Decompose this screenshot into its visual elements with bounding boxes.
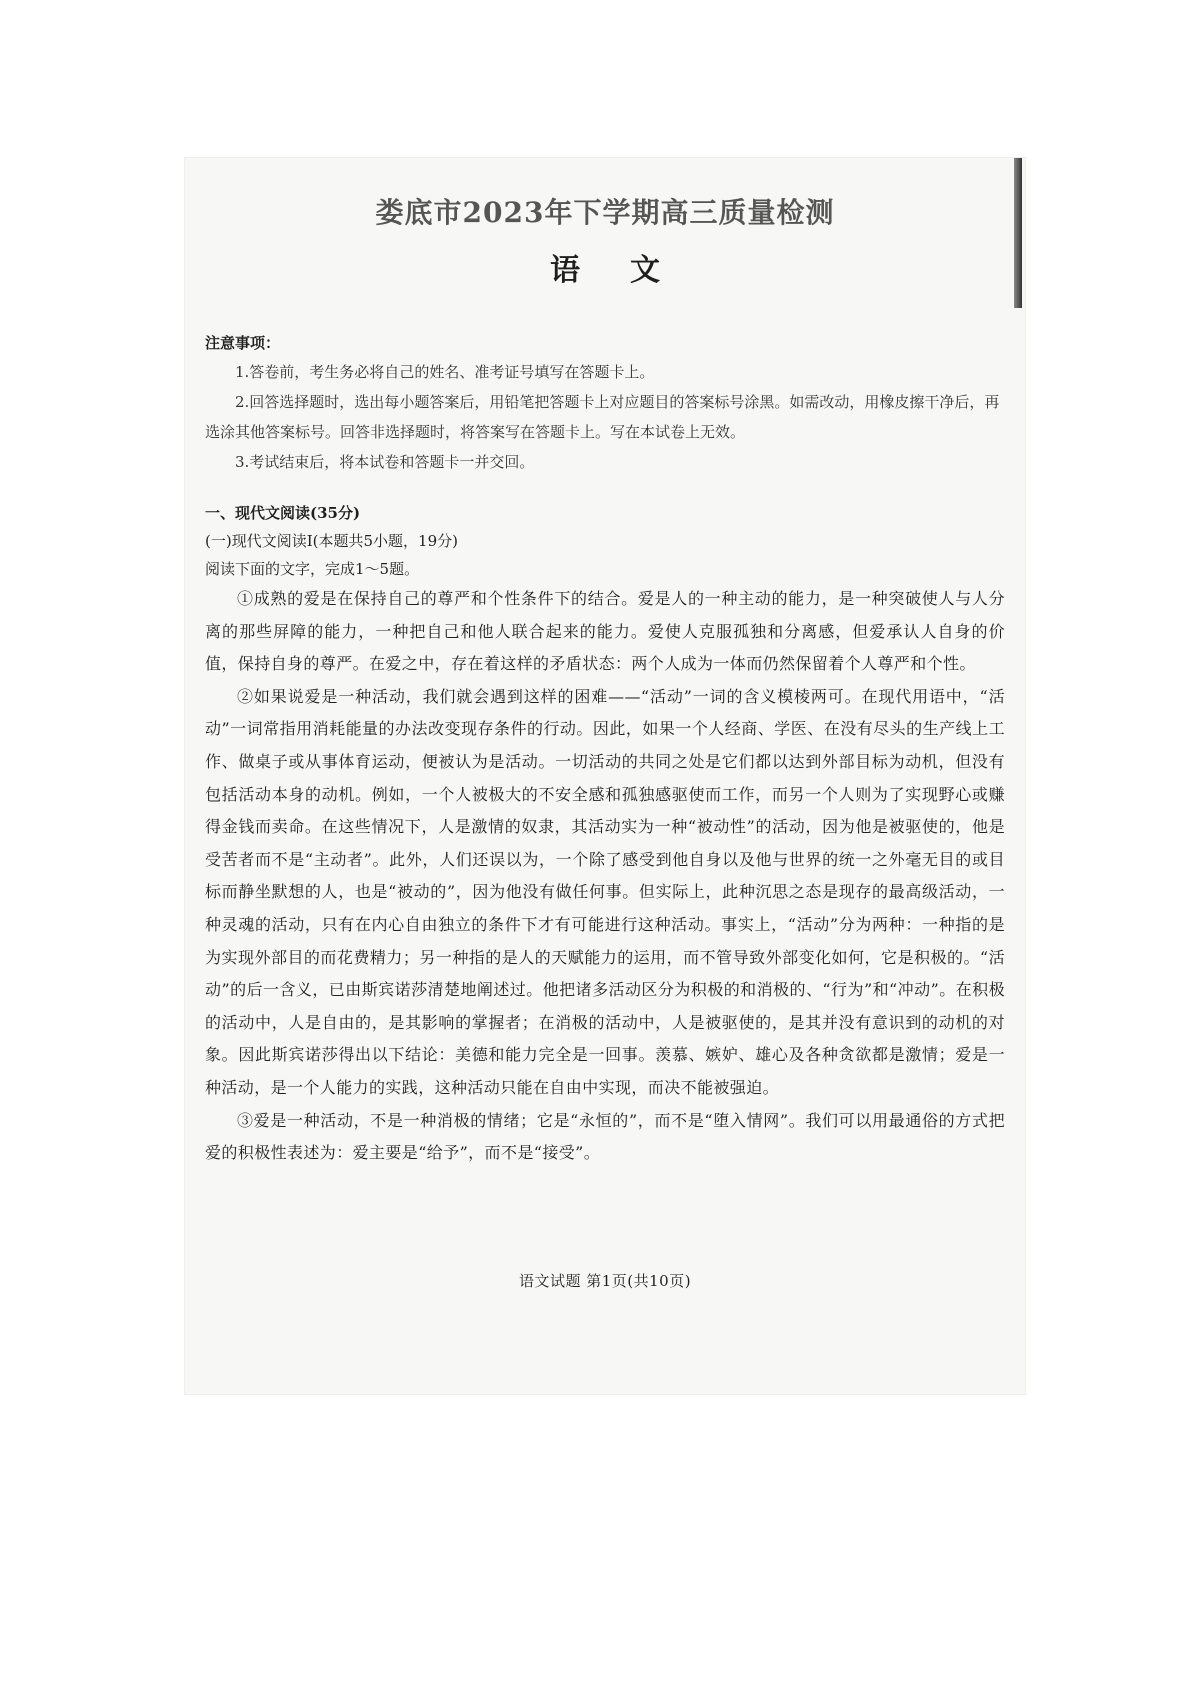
page-footer: 语文试题 第1页(共10页) [518,1272,692,1290]
binding-shadow [1014,158,1022,308]
exam-title: 娄底市2023年下学期高三质量检测 [375,196,835,229]
notice-heading: 注意事项： [205,334,281,352]
section-sub-heading: (一)现代文阅读Ⅰ(本题共5小题，19分) [205,532,458,550]
page-content [205,195,1005,1170]
notice-item: 3.考试结束后，将本试卷和答题卡一并交回。 [235,453,535,471]
section-heading: 一、现代文阅读(35分) [205,504,361,522]
passage-paragraph: ①成熟的爱是在保持自己的尊严和个性条件下的结合。爱是人的一种主动的能力，是一种突破使人与人分离的那些屏障的能力，一种把自己和他人联合起来的能力。爱使人克服孤独和分离感，但爱承认人自身的价值，保持自身的尊严。在爱之中，存在着这样的矛盾状态：两个人成为一体而仍然保留着个人尊严和个性。 [205,589,1005,674]
reading-section [205,499,1005,1170]
passage-paragraph: ③爱是一种活动，不是一种消极的情绪；它是“永恒的”，而不是“堕入情网”。我们可以用最通俗的方式把爱的积极性表述为：爱主要是“给予”，而不是“接受”。 [205,1110,1005,1163]
notice-block [205,329,1005,477]
subject-title: 语文 [550,253,710,288]
reading-instruction: 阅读下面的文字，完成1～5题。 [205,560,420,578]
notice-item: 2.回答选择题时，选出每小题答案后，用铅笔把答题卡上对应题目的答案标号涂黑。如需改动，用橡皮擦干净后，再选涂其他答案标号。回答非选择题时，将答案写在答题卡上。写在本试卷上无效。 [205,393,1000,441]
passage-paragraph: ②如果说爱是一种活动，我们就会遇到这样的困难——“活动”一词的含义模棱两可。在现代用语中，“活动”一词常指用消耗能量的办法改变现存条件的行动。因此，如果一个人经商、学医、在没有尽头的生产线上工作、做桌子或从事体育运动，便被认为是活动。一切活动的共同之处是它们都以达到外部目标为动机，但没有包括活动本身的动机。例如，一个人被极大的不安全感和孤独感驱使而工作，而另一个人则为了实现野心或赚得金钱而卖命。在这些情况下，人是激情的奴隶，其活动实为一种“被动性”的活动，因为他是被驱使的，他是受苦者而不是“主动者”。此外，人们还误以为，一个除了感受到他自身以及他与世界的统一之外毫无目的或目标而静坐默想的人，也是“被动的”，因为他没有做任何事。但实际上，此种沉思之态是现存的最高级活动，一种灵魂的活动，只有在内心自由独立的条件下才有可能进行这种活动。事实上，“活动”分为两种：一种指的是为实现外部目的而花费精力；另一种指的是人的天赋能力的运用，而不管导致外部变化如何，它是积极的。“活动”的后一含义，已由斯宾诺莎清楚地阐述过。他把诸多活动区分为积极的和消极的、“行为”和“冲动”。在积极的活动中，人是自由的，是其影响的掌握者；在消极的活动中，人是被驱使的，是其并没有意识到的动机的对象。因此斯宾诺莎得出以下结论：美德和能力完全是一回事。羡慕、嫉妒、雄心及各种贪欲都是激情；爱是一种活动，是一个人能力的实践，这种活动只能在自由中实现，而决不能被强迫。 [205,686,1005,1097]
notice-item: 1.答卷前，考生务必将自己的姓名、准考证号填写在答题卡上。 [235,363,655,381]
